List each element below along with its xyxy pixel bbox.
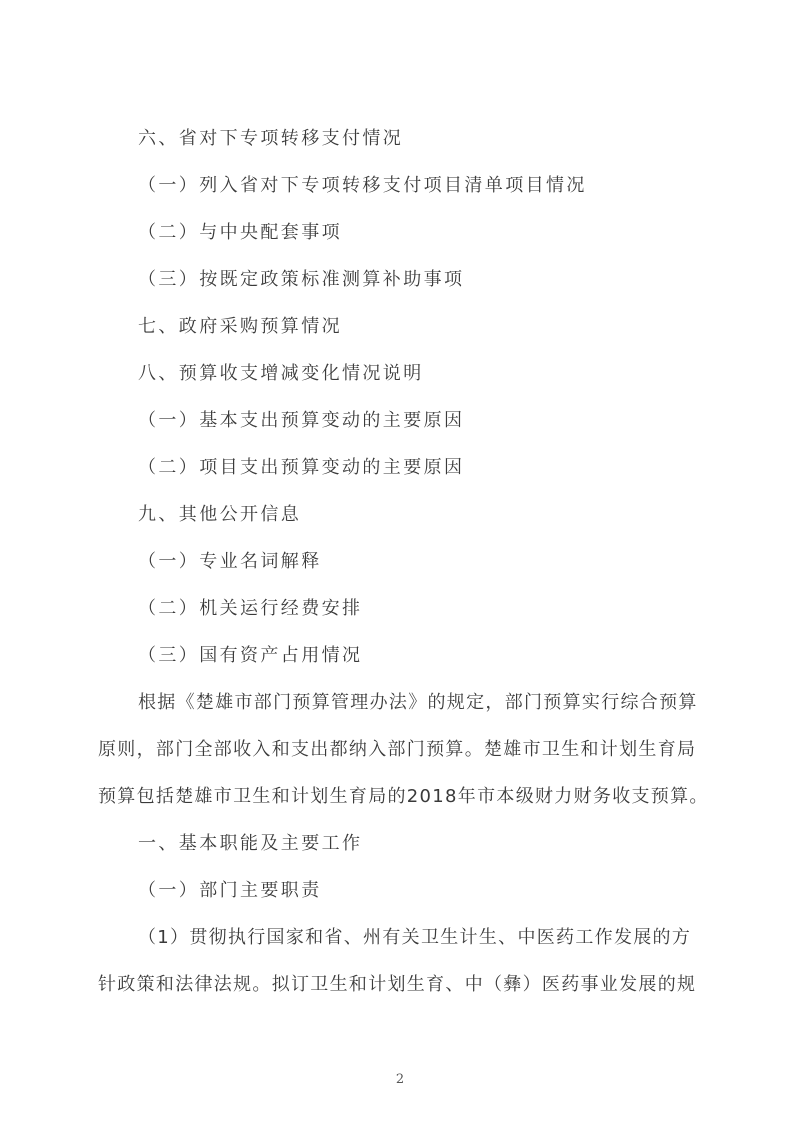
outline-item: 八、预算收支增减变化情况说明 xyxy=(138,363,424,384)
outline-item: （三）国有资产占用情况 xyxy=(138,645,363,666)
outline-item: （一）专业名词解释 xyxy=(138,551,322,572)
outline-item: （二）项目支出预算变动的主要原因 xyxy=(138,457,465,478)
outline-item: 七、政府采购预算情况 xyxy=(138,316,342,337)
page-number: 2 xyxy=(395,1072,405,1087)
outline-item: （二）与中央配套事项 xyxy=(138,222,342,243)
outline-item: 九、其他公开信息 xyxy=(138,504,302,525)
paragraph-line: 预算包括楚雄市卫生和计划生育局的2018年市本级财力财务收支预算。 xyxy=(98,786,709,807)
paragraph-line: 根据《楚雄市部门预算管理办法》的规定，部门预算实行综合预算 xyxy=(138,692,698,713)
section-heading: 一、基本职能及主要工作 xyxy=(138,833,363,854)
outline-item: 六、省对下专项转移支付情况 xyxy=(138,128,404,149)
paragraph-line: 原则，部门全部收入和支出都纳入部门预算。楚雄市卫生和计划生育局 xyxy=(98,739,697,760)
outline-item: （一）基本支出预算变动的主要原因 xyxy=(138,410,465,431)
paragraph-line: 针政策和法律法规。拟订卫生和计划生育、中（彝）医药事业发展的规 xyxy=(98,974,697,995)
outline-item: （二）机关运行经费安排 xyxy=(138,598,363,619)
subsection-heading: （一）部门主要职责 xyxy=(138,880,322,901)
paragraph-line: （1）贯彻执行国家和省、州有关卫生计生、中医药工作发展的方 xyxy=(138,927,692,948)
outline-item: （一）列入省对下专项转移支付项目清单项目情况 xyxy=(138,175,587,196)
outline-item: （三）按既定政策标准测算补助事项 xyxy=(138,269,465,290)
